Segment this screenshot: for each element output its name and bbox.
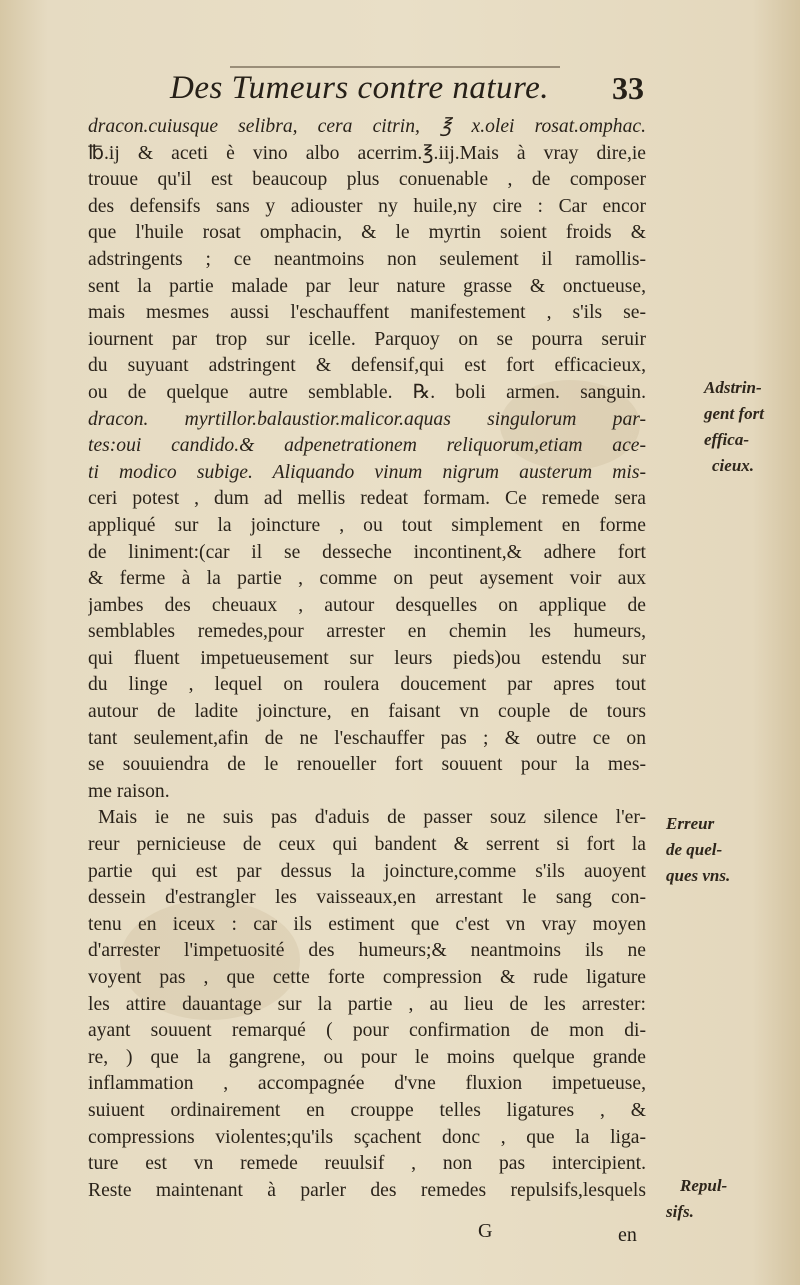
text-line: inflammation , accompagnée d'vne fluxion impetueuse, xyxy=(88,1073,646,1095)
text-line: se souuiendra de le renoueller fort souuent pour la mes- xyxy=(88,754,646,776)
text-line: dracon. myrtillor.balaustior.malicor.aquas singulorum par- xyxy=(88,408,646,430)
margin-note: Repul- xyxy=(680,1176,728,1195)
text-line: d'arrester l'impetuosité des humeurs;& neantmoins ils ne xyxy=(88,940,646,962)
text-line: compressions violentes;qu'ils sçachent donc , que la liga- xyxy=(88,1126,646,1148)
text-line: & ferme à la partie , comme on peut aysement voir aux xyxy=(88,568,646,590)
text-line: tenu en iceux : car ils estiment que c'est vn vray moyen xyxy=(88,913,646,935)
text-line: du suyuant adstringent & defensif,qui est fort efficacieux, xyxy=(88,355,646,377)
text-line: qui fluent impetueusement sur leurs pieds)ou estendu sur xyxy=(88,647,646,669)
text-line: voyent pas , que cette forte compression & rude ligature xyxy=(88,967,646,988)
text-line: ou de quelque autre semblable. ℞. boli armen. sanguin. xyxy=(88,381,646,403)
text-line: Mais ie ne suis pas d'aduis de passer souz silence l'er- xyxy=(98,807,646,829)
text-line: tes:oui candido.& adpenetrationem reliquorum,etiam ace- xyxy=(88,435,646,457)
text-line: reur pernicieuse de ceux qui bandent & serrent si fort la xyxy=(88,834,646,856)
text-line: ti modico subige. Aliquando vinum nigrum austerum mis- xyxy=(88,461,646,483)
text-line: suiuent ordinairement en crouppe telles ligatures , & xyxy=(88,1099,646,1121)
text-line: partie qui est par dessus la joincture,comme s'ils auoyent xyxy=(88,860,646,882)
text-line: adstringents ; ce neantmoins non seulement il ramollis- xyxy=(88,248,646,270)
header-rule xyxy=(230,66,560,68)
text-line: de liniment:(car il se desseche incontinent,& adhere fort xyxy=(88,541,646,563)
margin-note: Adstrin- xyxy=(704,378,762,397)
text-line: mais mesmes aussi l'eschauffent manifestement , s'ils se- xyxy=(88,302,646,324)
text-line: ayant souuent remarqué ( pour confirmation de mon di- xyxy=(88,1020,646,1042)
catchword: en xyxy=(618,1224,637,1246)
margin-note: cieux. xyxy=(712,456,755,475)
text-line: semblables remedes,pour arrester en chemin les humeurs, xyxy=(88,621,646,643)
text-line: des defensifs sans y adiouster ny huile,ny cire : Car encor xyxy=(88,195,646,217)
text-line: appliqué sur la joincture , ou tout simplement en forme xyxy=(88,514,646,536)
text-line: ture est vn remede reuulsif , non pas intercipient. xyxy=(88,1153,646,1175)
margin-note: sifs. xyxy=(666,1202,694,1221)
running-header: Des Tumeurs contre nature. xyxy=(170,70,550,106)
text-line: ℔.ij & aceti è vino albo acerrim.℥.iij.Mais à vray dire,ie xyxy=(88,142,646,164)
page-number: 33 xyxy=(612,70,644,106)
text-line: dessein d'estrangler les vaisseaux,en arrestant le sang con- xyxy=(88,887,646,909)
text-line: trouue qu'il est beaucoup plus conuenable , de composer xyxy=(88,169,646,191)
margin-note: de quel- xyxy=(666,840,723,859)
margin-note: ques vns. xyxy=(666,866,731,885)
signature-mark: G xyxy=(478,1220,493,1242)
text-line: Reste maintenant à parler des remedes repulsifs,lesquels xyxy=(88,1179,646,1201)
text-line: me raison. xyxy=(88,780,170,802)
text-line: autour de ladite joincture, en faisant vn couple de tours xyxy=(88,701,646,723)
text-line: du linge , lequel on roulera doucement par apres tout xyxy=(88,674,646,696)
text-line: les attire dauantage sur la partie , au lieu de les arrester: xyxy=(88,993,646,1015)
margin-note: effica- xyxy=(704,430,749,449)
margin-note: gent fort xyxy=(704,404,764,423)
text-line: dracon.cuiusque selibra, cera citrin, ℥ x.olei rosat.omphac. xyxy=(88,116,646,137)
text-line: ceri potest , dum ad mellis redeat formam. Ce remede sera xyxy=(88,488,646,510)
text-line: re, ) que la gangrene, ou pour le moins quelque grande xyxy=(88,1046,646,1068)
text-line: sent la partie malade par leur nature grasse & onctueuse, xyxy=(88,275,646,297)
text-line: jambes des cheuaux , autour desquelles on applique de xyxy=(88,594,646,616)
text-line: tant seulement,afin de ne l'eschauffer pas ; & outre ce on xyxy=(88,727,646,749)
text-line: que l'huile rosat omphacin, & le myrtin soient froids & xyxy=(88,222,646,244)
text-line: iournent par trop sur icelle. Parquoy on se pourra seruir xyxy=(88,328,646,350)
margin-note: Erreur xyxy=(666,814,715,833)
body-text xyxy=(88,114,646,1204)
